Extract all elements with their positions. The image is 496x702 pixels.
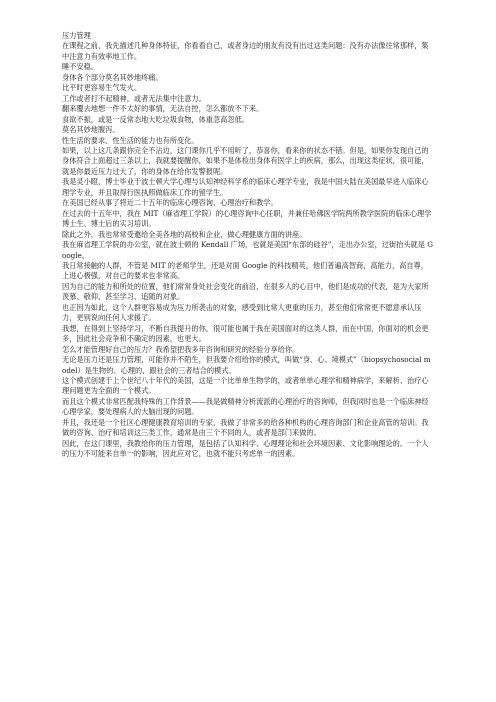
paragraph: 比平时更容易生气发火。 [62, 83, 142, 93]
paragraph: 因此，在这门课里，我教给你的压力管理，是包括了认知科学、心理理论和社会环境因素、文化影响理论的。一个人的压力不可能来自单一的影响，因此应对它，也就不能只考虑单一的因素。 [62, 438, 429, 459]
paragraph: 并且，我还是一个社区心理健康教育培训的专家，我做了非常多的给各种机构的心理咨询部门和企业高管的培训。我做的咨询、治疗和培训这三类工作，通常是由三个不同的人，或者是部门来做的。 [62, 417, 429, 438]
paragraph: 食欲不振，或是一反常态地大吃垃圾食物，体重忽高忽低。 [62, 114, 249, 124]
paragraph: 翻来覆去地想一件不太好的事情，无法自控，怎么都放不下来。 [62, 104, 264, 114]
paragraph: 除此之外，我也常常受邀给全美各地的高校和企业，做心理健康方面的讲座。 [62, 229, 307, 239]
paragraph: 也正因为如此，这个人群更容易成为压力所袭击的对象，感受到比常人更重的压力，甚至他们常常更不愿意承认压力，更别说向任何人求援了。 [62, 302, 422, 323]
paragraph: 在美国已经从事了将近二十五年的临床心理咨询、心理治疗和教学。 [62, 198, 278, 208]
paragraph: 在过去的十五年中，我在 MIT（麻省理工学院）的心理咨询中心任职，并兼任哈佛医学院两所教学医院的临床心理学博士生、博士后的实习培训。 [62, 208, 432, 229]
paragraph: 在课程之前，我先描述几种身体特征，你看看自己，或者身边的朋友有没有出过这类问题：没有办法像往常那样，集中注意力有效率地工作。 [62, 41, 429, 61]
document-body [62, 31, 434, 460]
document-title: 压力管理 [62, 31, 91, 40]
paragraph: 我是灵小瞪，博士毕业于波士顿大学心理与认知神经科学系的临床心理学专业，我是中国大陆在美国最早进入临床心理学专业，并且取得行医执照做临床工作的留学生。 [62, 177, 429, 197]
paragraph: 因为自己的能力和所处的位置，他们常常身处社会变化的前沿，在很多人的心目中，他们是成功的代表，是为大家所羡慕、敬仰，甚至学习、追随的对象。 [62, 281, 429, 302]
paragraph: 而且这个模式非常匹配我特殊的工作背景——我是做精神分析流派的心理治疗的咨询师，但我同时也是一个临床神经心理学家，要处理病人的大脑出现的问题。 [62, 396, 429, 417]
paragraph: 我想，在得到上坚持学习，不断自我提升的你，很可能也属于我在美国面对的这类人群，而在中国，你面对的机会更多，因此社会竞争和不确定的因素，也更大。 [62, 323, 429, 344]
paragraph: 性生活的要求、性生活的能力也有所变化。 [62, 135, 199, 145]
paragraph: 身体各个部分莫名其妙地疼痛。 [62, 72, 163, 82]
paragraph: 我日常接触的人群，不管是 MIT 的老师学生，还是对面 Google 的科技精英，他们普遍高智商，高能力，高自尊，上进心极强，对自己的要求也非常高。 [62, 260, 428, 281]
paragraph: 工作或者打不起精神，或者无法集中注意力。 [62, 93, 206, 103]
paragraph: 我在麻省理工学院的办公室，就在波士顿的 Kendall 广场，也就是美国“东部的硅谷”，走出办公室，过街抬头就是 Google。 [62, 240, 433, 260]
paragraph: 睡不安稳。 [62, 62, 98, 72]
paragraph: 怎么才能管理好自己的压力？我希望把我多年咨询和研究的经验分享给你。 [62, 344, 300, 354]
paragraph: 这个模式创建于上个世纪八十年代的美国，这是一个比单单生物学的，或者单单心理学和精神病学，来解析、治疗心理问题更为全面的一个模式。 [62, 375, 429, 396]
paragraph: 如果，以上这几条跟你完全不沾边，这门课你几乎不用听了，恭喜你，看来你的状态不错。但是，如果你发现自己的身体符合上面超过三条以上，我就要提醒你，如果不是体检出身体有医学上的疾病，那么，出现这类症状，很可能，就是你最近压力过大了，你的身体在给你发警报呢。 [62, 145, 429, 176]
paragraph: 莫名其妙地腹泻。 [62, 125, 120, 135]
paragraph: 无论是压力还是压力管理，可能你并不陌生，但我要介绍给你的模式，叫做“身、心、境模式”（biopsychosocial model）是生物的、心理的，跟社会的三者结合的模式。 [62, 355, 431, 375]
